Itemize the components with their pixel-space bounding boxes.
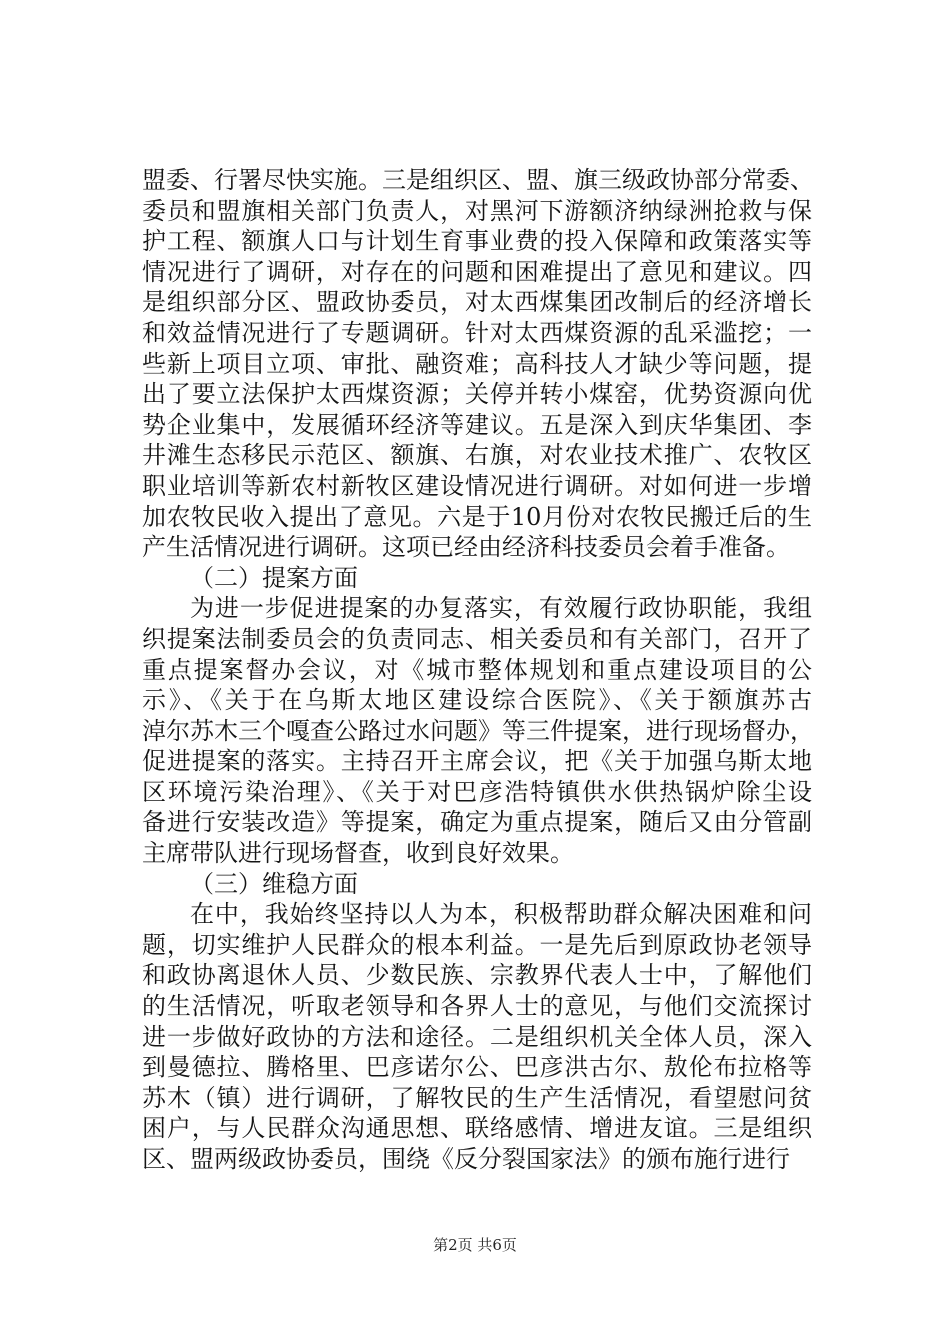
- page-footer: 第2页 共6页: [433, 1236, 517, 1254]
- text-line: 织提案法制委员会的负责同志、相关委员和有关部门，召开了: [142, 624, 812, 653]
- text-line: 重点提案督办会议，对《城市整体规划和重点建设项目的公: [142, 655, 812, 684]
- text-line: 区环境污染治理》、《关于对巴彦浩特镇供水供热锅炉除尘设: [142, 777, 812, 806]
- text-line: 职业培训等新农村新牧区建设情况进行调研。对如何进一步增: [142, 471, 812, 500]
- paragraph: [142, 165, 812, 563]
- text-line: 护工程、额旗人口与计划生育事业费的投入保障和政策落实等: [142, 227, 812, 256]
- text-line: 区、盟两级政协委员，围绕《反分裂国家法》的颁布施行进行: [142, 1145, 790, 1173]
- text-line: 主席带队进行现场督查，收到良好效果。: [142, 839, 574, 868]
- text-line: 盟委、行署尽快实施。三是组织区、盟、旗三级政协部分常委、: [142, 166, 814, 194]
- text-line: 在中，我始终坚持以人为本，积极帮助群众解决困难和问: [190, 900, 812, 929]
- text-line: 情况进行了调研，对存在的问题和困难提出了意见和建议。四: [142, 257, 812, 286]
- paragraph: [142, 563, 812, 594]
- paragraph: [142, 593, 812, 868]
- paragraph: [142, 899, 812, 1174]
- text-line: 淖尔苏木三个嘎查公路过水问题》等三件提案，进行现场督办，: [142, 716, 814, 745]
- text-line: 为进一步促进提案的办复落实，有效履行政协职能，我组: [190, 594, 812, 623]
- text-line: 进一步做好政协的方法和途径。二是组织机关全体人员，深入: [142, 1022, 812, 1051]
- text-line: 加农牧民收入提出了意见。六是于10月份对农牧民搬迁后的生: [142, 502, 812, 531]
- text-line: （三）维稳方面: [190, 869, 358, 898]
- text-line: 和效益情况进行了专题调研。针对太西煤资源的乱采滥挖；一: [142, 318, 812, 347]
- paragraph: [142, 869, 812, 900]
- text-line: 出了要立法保护太西煤资源；关停并转小煤窑，优势资源向优: [142, 380, 812, 409]
- text-line: 备进行安装改造》等提案，确定为重点提案，随后又由分管副: [142, 808, 812, 837]
- text-line: 的生活情况，听取老领导和各界人士的意见，与他们交流探讨: [142, 992, 812, 1021]
- text-line: 促进提案的落实。主持召开主席会议，把《关于加强乌斯太地: [142, 747, 812, 776]
- text-line: 和政协离退休人员、少数民族、宗教界代表人士中，了解他们: [142, 961, 812, 990]
- text-line: 些新上项目立项、审批、融资难；高科技人才缺少等问题，提: [142, 349, 812, 378]
- text-line: 是组织部分区、盟政协委员，对太西煤集团改制后的经济增长: [142, 288, 812, 317]
- document-body: [142, 165, 812, 1175]
- text-line: （二）提案方面: [190, 563, 358, 592]
- text-line: 到曼德拉、腾格里、巴彦诺尔公、巴彦洪古尔、敖伦布拉格等: [142, 1053, 812, 1082]
- text-line: 题，切实维护人民群众的根本利益。一是先后到原政协老领导: [142, 930, 812, 959]
- text-line: 困户，与人民群众沟通思想、联络感情、增进友谊。三是组织: [142, 1114, 812, 1143]
- text-line: 委员和盟旗相关部门负责人，对黑河下游额济纳绿洲抢救与保: [142, 196, 812, 225]
- text-line: 井滩生态移民示范区、额旗、右旗，对农业技术推广、农牧区: [142, 441, 812, 470]
- text-line: 示》、《关于在乌斯太地区建设综合医院》、《关于额旗苏古: [142, 686, 812, 715]
- text-line: 苏木（镇）进行调研，了解牧民的生产生活情况，看望慰问贫: [142, 1083, 812, 1112]
- text-line: 产生活情况进行调研。这项已经由经济科技委员会着手准备。: [142, 533, 790, 562]
- text-line: 势企业集中，发展循环经济等建议。五是深入到庆华集团、李: [142, 410, 812, 439]
